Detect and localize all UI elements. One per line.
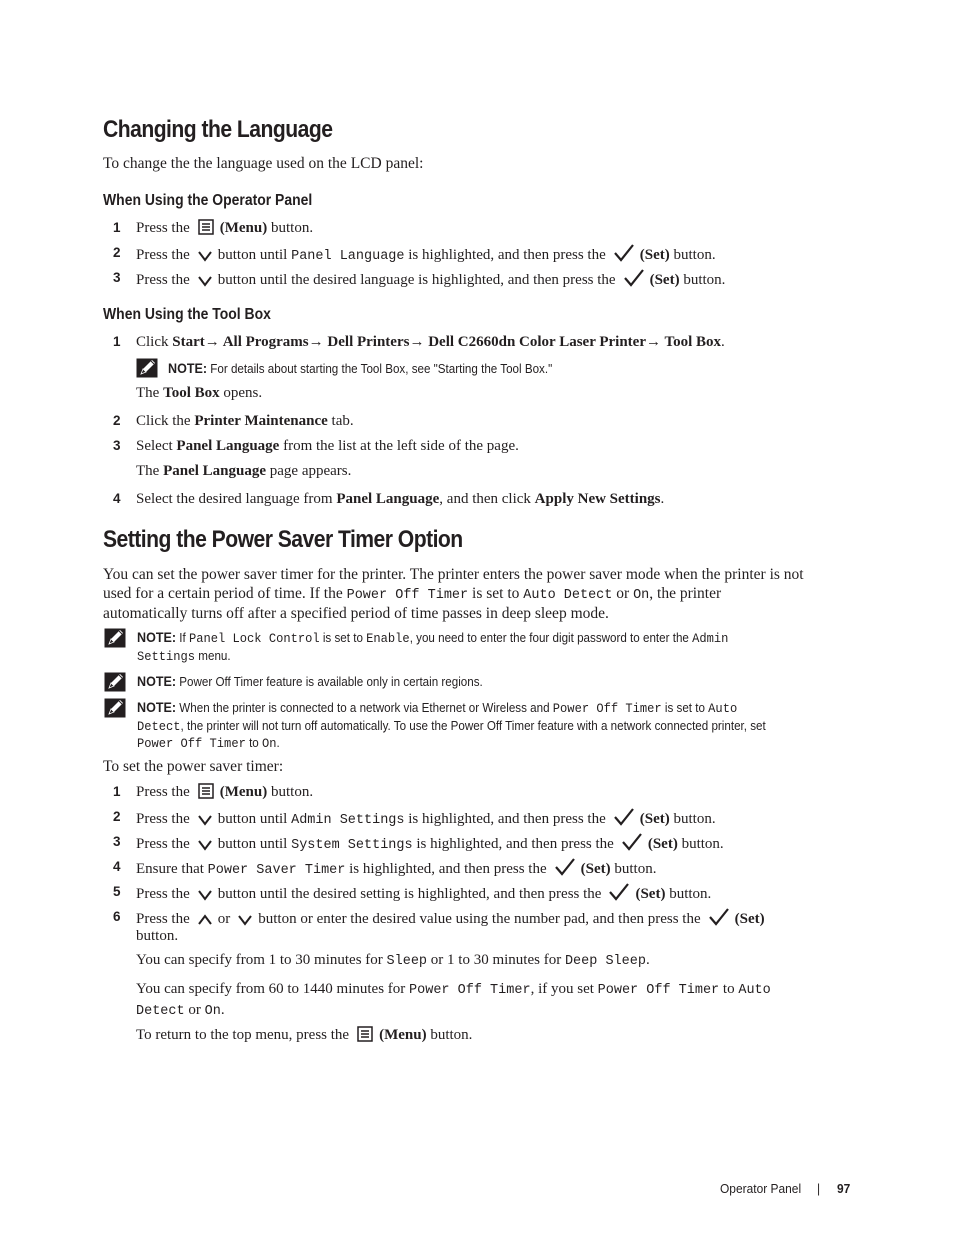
step-number: 6 [113, 909, 121, 924]
check-icon [614, 808, 634, 826]
ps-step-5: Press the button until the desired setting is highlighted, and then press the (Set) button. [136, 883, 711, 903]
down-arrow-icon [198, 839, 212, 851]
step-number: 3 [113, 834, 121, 849]
step-number: 2 [113, 809, 121, 824]
op-step-3: Press the button until the desired language is highlighted, and then press the (Set) button. [136, 269, 725, 289]
panel-language-appears: The Panel Language page appears. [136, 463, 352, 479]
intro-paragraph: To change the the language used on the LCD panel: [103, 155, 424, 172]
step-number: 2 [113, 245, 121, 260]
page-number: 97 [837, 1181, 851, 1196]
to-set-paragraph: To set the power saver timer: [103, 758, 284, 775]
op-step-2: Press the button until Panel Language is highlighted, and then press the (Set) button. [136, 244, 716, 266]
note-regions: NOTE: Power Off Timer feature is available only in certain regions. [137, 674, 483, 689]
specify-sleep: You can specify from 1 to 30 minutes for Sleep or 1 to 30 minutes for Deep Sleep. [136, 952, 650, 969]
ps-step-6-cont: button. [136, 928, 179, 944]
footer-section-name: Operator Panel [720, 1181, 802, 1196]
tb-step-4: Select the desired language from Panel Language, and then click Apply New Settings. [136, 491, 665, 507]
note-pencil-icon [136, 358, 158, 378]
note-pencil-icon [104, 628, 126, 648]
down-arrow-icon [198, 889, 212, 901]
tb-step-2: Click the Printer Maintenance tab. [136, 413, 354, 429]
heading-power-saver: Setting the Power Saver Timer Option [103, 526, 463, 553]
check-icon [622, 833, 642, 851]
step-number: 1 [113, 784, 121, 799]
check-icon [709, 908, 729, 926]
ps-step-1: Press the (Menu) button. [136, 784, 314, 800]
check-icon [624, 269, 644, 287]
step-number: 1 [113, 334, 121, 349]
note-pencil-icon [104, 698, 126, 718]
check-icon [609, 883, 629, 901]
ps-step-4: Ensure that Power Saver Timer is highlighted, and then press the (Set) button. [136, 858, 656, 880]
down-arrow-icon [198, 250, 212, 262]
note-panel-lock: NOTE: If Panel Lock Control is set to Enable, you need to enter the four digit password to enter the Admin Settings menu. [137, 630, 729, 664]
power-saver-paragraph: You can set the power saver timer for the printer. The printer enters the power saver mode when the printer is not used for a certain period of time. If the Power Off Timer is set to Auto Detect or On, the printer automatically turns off after a specified period of time passes in deep sleep mode. [103, 566, 804, 622]
step-number: 5 [113, 884, 121, 899]
specify-power-off: You can specify from 60 to 1440 minutes for Power Off Timer, if you set Power Off Timer to Auto Detect or On. [136, 981, 771, 1019]
up-arrow-icon [198, 914, 212, 926]
check-icon [614, 244, 634, 262]
ps-step-2: Press the button until Admin Settings is highlighted, and then press the (Set) button. [136, 808, 716, 830]
menu-icon [198, 783, 214, 799]
down-arrow-icon [238, 914, 252, 926]
ps-step-6: Press the or button or enter the desired value using the number pad, and then press the (Set) [136, 908, 765, 928]
heading-changing-language: Changing the Language [103, 116, 333, 143]
footer-separator: | [817, 1181, 821, 1196]
ps-step-3: Press the button until System Settings is highlighted, and then press the (Set) button. [136, 833, 724, 855]
note-pencil-icon [104, 672, 126, 692]
down-arrow-icon [198, 814, 212, 826]
step-number: 2 [113, 413, 121, 428]
subheading-tool-box: When Using the Tool Box [103, 306, 271, 323]
tb-step-1: Click Start→ All Programs→ Dell Printers→ Dell C2660dn Color Laser Printer→ Tool Box. [136, 334, 725, 350]
step-number: 4 [113, 859, 121, 874]
tool-box-opens: The Tool Box opens. [136, 385, 263, 401]
step-number: 4 [113, 491, 121, 506]
step-number: 1 [113, 220, 121, 235]
note-network: NOTE: When the printer is connected to a network via Ethernet or Wireless and Power Off Timer is set to Auto Detect, the printer will not turn off automatically. To use the Power Off Timer feature with a network connected printer, set Power Off Timer to On. [137, 700, 766, 751]
menu-icon [357, 1026, 373, 1042]
note-tool-box: NOTE: For details about starting the Tool Box, see "Starting the Tool Box." [168, 361, 553, 376]
tb-step-3: Select Panel Language from the list at the left side of the page. [136, 438, 519, 454]
subheading-operator-panel: When Using the Operator Panel [103, 192, 313, 209]
menu-icon [198, 219, 214, 235]
down-arrow-icon [198, 275, 212, 287]
op-step-1: Press the (Menu) button. [136, 220, 314, 236]
step-number: 3 [113, 438, 121, 453]
return-top-menu: To return to the top menu, press the (Menu) button. [136, 1027, 473, 1043]
step-number: 3 [113, 270, 121, 285]
check-icon [555, 858, 575, 876]
